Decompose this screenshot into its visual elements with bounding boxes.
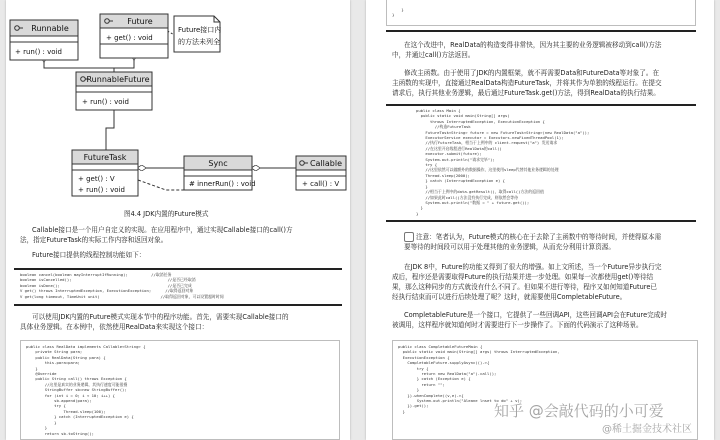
realdata-code-line: try { [26,403,66,409]
right-para4-line2: 被调用，这样程序就知道何时才需要进行下一步操作了。下面的代码演示了这种场景。 [392,321,643,329]
right-para2-line3: 请求后，执行其他业务逻辑，最后通过FutureTask.get()方法，得到RealData的执行结果。 [392,89,660,97]
class-sync [184,156,256,190]
realdata-code-box [20,340,340,440]
main-code-line: //这里依然可以做额外的数据操作，这里使用sleep代替其他业务逻辑的处理 [416,167,559,173]
realdata-code-line: return sb.toString(); [26,430,94,436]
tip-line1: 笔者认为，Future模式的核心在于去除了主函数中的等待时间，并使得原本需 [435,233,662,241]
main-code-line: ExecutorService executor = Executors.newFixedThreadPool(1); [416,135,564,141]
right-para3-line4: 经执行结束而可以进行后续处理了呢？这时，就需要使用CompletableFuture。 [392,293,627,301]
realdata-code-line: public class RealData implements Callable<String> { [26,344,146,349]
cf-code-line: }).get(); [398,403,429,409]
cf-code-line: try { [398,365,429,371]
realdata-code-line: this.para=para; [26,360,80,366]
right-top-code-line: } [392,12,395,18]
main-code-line: //在这里开启线程进行RealData的call() [416,145,502,151]
tip-line2: 要等待的时间段可以用于处理其他的业务逻辑，从而充分利用计算资源。 [404,243,615,251]
realdata-code [26,344,334,436]
tip-block [404,232,700,242]
cf-code-line: CompletableFuture.supplyAsync(()->{ [398,360,490,366]
main-code-line: } [416,210,419,216]
cf-code-line: ExecutionException { [398,354,450,360]
watermark-sub: @稀土掘金技术社区 [602,424,692,435]
right-top-code-box [386,0,696,26]
cf-code-line: public static void main(String[] args) throws InterruptedException, [398,349,560,355]
main-code-line: FutureTask<String> future = new FutureTask<String>(new RealData("a")); [416,129,590,135]
realdata-code-line: StringBuffer sb=new StringBuffer(); [26,387,127,393]
left-page [6,0,350,440]
cf-code-line: }).whenComplete((v,e)->{ [398,392,464,398]
realdata-code-line: } [26,419,57,425]
watermark-main: 知乎 @会敲代码的小可爱 [494,402,664,420]
right-top-code-line: } [392,7,404,12]
right-top-rule [386,30,696,32]
realdata-code-line: private String para; [26,349,83,355]
class-runnablefuture-name: RunnableFuture [86,75,150,84]
right-para3-line2: 成后，程序还是需要取得Future的执行结果并进一步处理。如果每一次都使用get()等待结 [392,273,654,281]
future-api-bottom-rule [14,304,342,306]
main-code-line: } [416,183,428,189]
future-api-line: boolean isDone(); //是否已完成 [20,282,192,288]
class-callable-name: Callable [309,159,343,168]
realdata-code-line: for (int i = 0; i < 10; i++) { [26,392,116,398]
inherit-runnablefuture [106,110,114,150]
future-api-line: boolean cancel(boolean mayInterruptIfRunning); //取消任务 [20,272,172,277]
right-para3-line1: 在JDK 8中，Future的功能又得到了很大的增强。如上文所述，当一个Future异步执行完 [404,263,662,271]
future-api-top-rule [14,268,342,270]
future-api-line: V get() throws InterruptedException, ExecutionException; //取得返回对象 [20,288,194,294]
main-code-bottom-rule [386,220,696,222]
class-sync-method: # innerRun() : void [189,180,256,188]
class-runnablefuture-method: + run() : void [82,98,129,106]
cf-code-line: } catch (Exception e) { [398,376,471,382]
right-page [366,0,714,440]
diagram-note [174,16,221,52]
left-para3-line2: 具体业务逻辑。在本例中，依然使用RealData来实现这个接口： [20,323,209,331]
tip-label: 注意： [416,233,436,241]
note-line-1: Future接口内 [178,26,222,34]
future-api-code [20,272,340,302]
realdata-code-line: public RealData(String para) { [26,354,106,360]
cf-code-line: return ""; [398,381,445,387]
left-para1-line2: 法，指定FutureTask的实际工作内容和返回对象。 [20,236,168,244]
main-code-line: public static void main(String[] args) [416,113,510,119]
realdata-code-line: } [26,425,48,431]
right-para1-line1: 在这个改进中，RealData的构造变得非常快，因为其主要的业务逻辑被移动到call()方法 [404,41,662,49]
main-code-line: //如果此时call()方法没有执行完成，则依然会等待 [416,194,519,200]
class-sync-name: Sync [208,159,228,168]
cf-code-line: } [398,387,420,393]
class-future [100,14,168,58]
cf-code-line: System.out.println("Aleane lnset to do" + v); [398,398,523,404]
class-future-name: Future [127,17,153,26]
left-para2: Future接口提供的线程控制功能如下： [32,251,146,259]
realdata-code-line: } [26,365,38,371]
right-para1-line2: 中，并通过call()方法返回。 [392,51,475,59]
main-code-top-rule [386,104,696,106]
main-code-line: } catch (InterruptedException e) { [416,178,506,184]
main-code-line: System.out.println("数据 = " + future.get()); [416,199,530,205]
realdata-code-line: sb.append(para); [26,398,92,404]
cf-code-line: } [398,408,406,414]
realdata-code-line: } catch (InterruptedException e) { [26,414,134,420]
main-code [416,108,696,218]
class-callable-method: + call() : V [302,180,340,188]
main-code-line: try { [416,162,438,168]
left-para1-line1: Callable接口是一个用户自定义的实现。在应用程序中，通过实现Callable接口的call()方 [32,226,293,234]
realdata-code-line: public String call() throws Exception { [26,376,127,382]
class-runnablefuture [76,72,152,110]
class-runnable-method: + run() : void [15,48,62,56]
main-code-line: } [416,205,424,211]
uml-class-diagram [6,0,350,215]
main-code-line: Thread.sleep(2000); [416,172,470,178]
left-para3-line1: 可以使用JDK内置的Future模式实现本节中的程序功能。首先，需要实现Callable接口的 [32,313,289,321]
cf-code-line: public class CompletableFutureMain { [398,344,483,349]
class-future-method: + get() : void [106,34,153,42]
future-api-line: boolean isCancelled(); //是否已经取消 [20,277,196,283]
class-runnable [10,20,78,60]
inherit-runnable [44,62,114,72]
main-code-line: //构造FutureTask [416,124,471,130]
cf-code-line: return new RealData("a").call(); [398,371,497,377]
main-code-line: throws InterruptedException, ExecutionException { [416,118,545,124]
right-para3-line3: 果，那么这种同步的方式就没有什么不同了。但如果不进行等待，程序又如何知道Future已 [392,283,657,291]
main-code-line: public class Main { [416,108,461,113]
realdata-code-line: //这里是真实的业务逻辑，其执行速度可能很慢 [26,381,128,387]
right-para2-line2: 主函数的实现中，直接通过RealData构造FutureTask，并将其作为单独的线程运行。在提交 [392,79,662,87]
right-para4-line1: CompletableFuture是一个接口，它提供了一些回调API，这些回调API会在Future完成时 [404,311,667,319]
tip-icon [404,232,414,242]
main-code-line: //执行FutureTask，相当于上例中的 client.request("a") 发送请求 [416,140,558,146]
inherit-future [114,60,134,68]
class-futuretask-method-get: + get() : V [78,175,115,183]
realdata-code-line: @Override [26,371,57,377]
right-top-code [392,7,690,18]
class-runnable-name: Runnable [31,24,69,33]
note-line-2: 的方法未列全 [178,38,220,46]
realdata-code-line: Thread.sleep(100); [26,408,106,414]
main-code-line: System.out.println("请求完毕"); [416,156,495,162]
class-futuretask-name: FutureTask [83,153,127,162]
class-futuretask [72,150,138,196]
right-para2-line1: 修改主函数。由于使用了JDK的内置框架，就不再需要Data和FutureData等对象了。在 [404,69,660,77]
main-code-line: //相当于上例中的data.getResult()，取得call()方法的返回值 [416,189,544,195]
figure-caption: 图4.4 JDK内置的Future模式 [124,210,209,218]
class-callable [296,156,346,190]
main-code-line: executor.submit(future); [416,151,482,157]
class-futuretask-method-run: + run() : void [78,186,125,194]
future-api-line: V get(long timeout, TimeUnit unit) //取得返回对象，可以设置超时时间 [20,293,224,299]
